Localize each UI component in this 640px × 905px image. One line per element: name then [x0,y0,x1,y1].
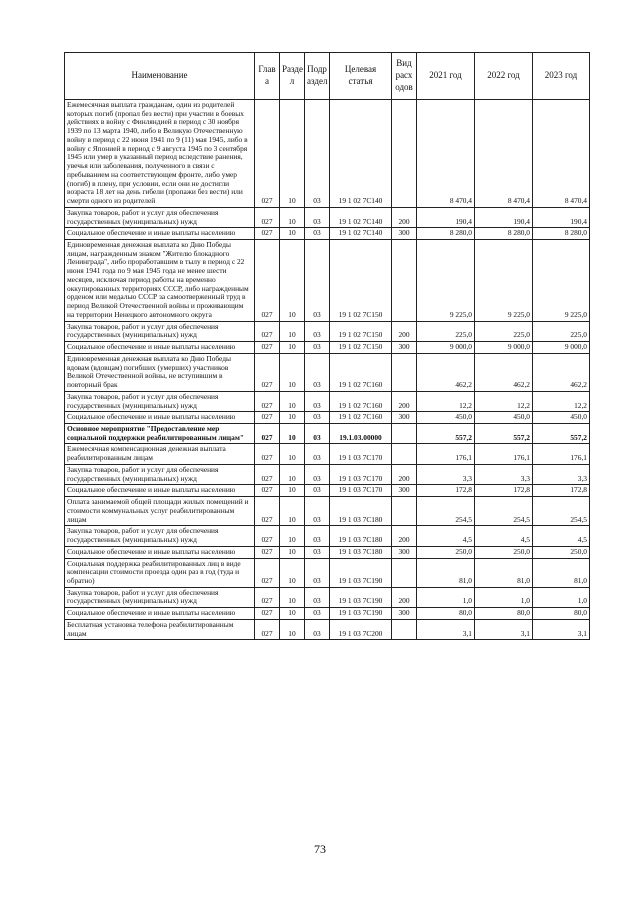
cell-razdel: 10 [280,423,305,443]
cell-2023: 8 470,4 [533,100,590,208]
cell-2021: 1,0 [417,587,475,607]
cell-2022: 9 225,0 [475,240,533,322]
cell-2023: 80,0 [533,608,590,620]
cell-razdel: 10 [280,412,305,424]
cell-2023: 81,0 [533,558,590,587]
cell-target: 19 1 02 7С160 [330,412,392,424]
cell-2023: 12,2 [533,391,590,411]
cell-target: 19 1 03 7С190 [330,587,392,607]
cell-target: 19 1 03 7С170 [330,444,392,464]
cell-name: Закупка товаров, работ и услуг для обеспечения государственных (муниципальных) нужд [65,321,255,341]
table-row [65,526,590,546]
cell-glava: 027 [255,464,280,484]
cell-2021: 3,1 [417,619,475,639]
cell-target: 19 1 02 7С140 [330,100,392,208]
cell-2023: 462,2 [533,353,590,391]
cell-2023: 225,0 [533,321,590,341]
cell-podrazdel: 03 [305,587,330,607]
cell-razdel: 10 [280,444,305,464]
table-row [65,546,590,558]
cell-vid: 300 [392,412,417,424]
table-row [65,444,590,464]
cell-name: Оплата занимаемой общей площади жилых помещений и стоимости коммунальных услуг реабилитированным лицам [65,497,255,526]
cell-podrazdel: 03 [305,391,330,411]
table-row [65,342,590,354]
cell-2023: 250,0 [533,546,590,558]
cell-podrazdel: 03 [305,464,330,484]
cell-razdel: 10 [280,546,305,558]
cell-target: 19.1.03.00000 [330,423,392,443]
cell-glava: 027 [255,321,280,341]
table-row [65,558,590,587]
cell-name: Социальное обеспечение и иные выплаты населению [65,412,255,424]
cell-name: Ежемесячная выплата гражданам, один из родителей которых погиб (пропал без вести) при участии в боевых действиях в войну с Финляндией в период с 30 ноября 1939 по 13 марта 1940, либо в Великую Отечественную войну в период с 22 июня 1941 по 9 (11) мая 1945, либо в войну с Японией в период с 9 августа 1945 по 3 сентября 1945 или умер в указанный период вследствие ранения, увечья или заболевания, полученного в связи с пребыванием на соответствующем фронте, либо умер (погиб) в плену, при условии, если они не достигли возраста 18 лет на день гибели (пропажи без вести) или смерти одного из родителей [65,100,255,208]
cell-2021: 225,0 [417,321,475,341]
cell-vid [392,619,417,639]
cell-2023: 8 280,0 [533,228,590,240]
cell-target: 19 1 02 7С150 [330,240,392,322]
cell-razdel: 10 [280,240,305,322]
cell-razdel: 10 [280,391,305,411]
cell-target: 19 1 03 7С200 [330,619,392,639]
cell-podrazdel: 03 [305,100,330,208]
cell-target: 19 1 02 7С160 [330,353,392,391]
budget-table [64,52,590,640]
cell-razdel: 10 [280,353,305,391]
cell-vid: 200 [392,464,417,484]
cell-razdel: 10 [280,342,305,354]
cell-glava: 027 [255,546,280,558]
table-row [65,240,590,322]
cell-glava: 027 [255,485,280,497]
cell-2023: 254,5 [533,497,590,526]
cell-glava: 027 [255,608,280,620]
cell-2023: 190,4 [533,207,590,227]
cell-razdel: 10 [280,587,305,607]
cell-vid [392,444,417,464]
cell-2021: 4,5 [417,526,475,546]
page-number: 73 [314,842,326,856]
cell-podrazdel: 03 [305,353,330,391]
cell-2021: 176,1 [417,444,475,464]
table-row [65,353,590,391]
cell-2022: 557,2 [475,423,533,443]
cell-2022: 8 470,4 [475,100,533,208]
cell-glava: 027 [255,240,280,322]
cell-target: 19 1 03 7С180 [330,546,392,558]
cell-podrazdel: 03 [305,412,330,424]
cell-2023: 3,1 [533,619,590,639]
cell-razdel: 10 [280,100,305,208]
cell-name: Закупка товаров, работ и услуг для обеспечения государственных (муниципальных) нужд [65,464,255,484]
table-header-row [65,53,590,100]
cell-2022: 3,3 [475,464,533,484]
table-row [65,228,590,240]
header-2023: 2023 год [533,53,590,100]
cell-target: 19 1 03 7С190 [330,608,392,620]
cell-name: Социальное обеспечение и иные выплаты населению [65,485,255,497]
cell-name: Закупка товаров, работ и услуг для обеспечения государственных (муниципальных) нужд [65,526,255,546]
table-row [65,497,590,526]
cell-name: Основное мероприятие "Предоставление мер социальной поддержки реабилитированным лицам" [65,423,255,443]
cell-podrazdel: 03 [305,444,330,464]
cell-razdel: 10 [280,321,305,341]
cell-target: 19 1 02 7С140 [330,207,392,227]
cell-2022: 12,2 [475,391,533,411]
cell-podrazdel: 03 [305,497,330,526]
table-row [65,100,590,208]
cell-2022: 176,1 [475,444,533,464]
cell-2022: 4,5 [475,526,533,546]
cell-2021: 254,5 [417,497,475,526]
cell-2022: 225,0 [475,321,533,341]
cell-podrazdel: 03 [305,240,330,322]
cell-2023: 9 000,0 [533,342,590,354]
cell-podrazdel: 03 [305,228,330,240]
cell-2022: 462,2 [475,353,533,391]
cell-2022: 81,0 [475,558,533,587]
cell-2021: 557,2 [417,423,475,443]
cell-target: 19 1 03 7С170 [330,485,392,497]
cell-razdel: 10 [280,497,305,526]
cell-podrazdel: 03 [305,558,330,587]
cell-vid: 300 [392,608,417,620]
cell-name: Бесплатная установка телефона реабилитированным лицам [65,619,255,639]
cell-glava: 027 [255,558,280,587]
cell-vid: 200 [392,207,417,227]
cell-2021: 9 000,0 [417,342,475,354]
cell-podrazdel: 03 [305,207,330,227]
cell-2023: 557,2 [533,423,590,443]
cell-2022: 8 280,0 [475,228,533,240]
table-row [65,412,590,424]
cell-name: Закупка товаров, работ и услуг для обеспечения государственных (муниципальных) нужд [65,391,255,411]
table-row [65,423,590,443]
cell-glava: 027 [255,353,280,391]
cell-2021: 3,3 [417,464,475,484]
table-row [65,391,590,411]
table-row [65,608,590,620]
cell-glava: 027 [255,228,280,240]
cell-target: 19 1 02 7С150 [330,342,392,354]
cell-target: 19 1 02 7С140 [330,228,392,240]
cell-2022: 190,4 [475,207,533,227]
cell-2022: 254,5 [475,497,533,526]
cell-glava: 027 [255,207,280,227]
cell-vid: 200 [392,587,417,607]
cell-glava: 027 [255,444,280,464]
cell-2021: 190,4 [417,207,475,227]
cell-2023: 9 225,0 [533,240,590,322]
cell-2021: 12,2 [417,391,475,411]
cell-name: Социальное обеспечение и иные выплаты населению [65,228,255,240]
cell-glava: 027 [255,497,280,526]
cell-vid: 300 [392,342,417,354]
cell-2021: 80,0 [417,608,475,620]
table-row [65,464,590,484]
cell-2023: 4,5 [533,526,590,546]
cell-2021: 172,8 [417,485,475,497]
cell-razdel: 10 [280,485,305,497]
header-2022: 2022 год [475,53,533,100]
cell-2022: 1,0 [475,587,533,607]
cell-2023: 450,0 [533,412,590,424]
cell-2023: 176,1 [533,444,590,464]
cell-glava: 027 [255,342,280,354]
cell-podrazdel: 03 [305,619,330,639]
cell-name: Социальное обеспечение и иные выплаты населению [65,608,255,620]
cell-name: Социальная поддержка реабилитированных лиц в виде компенсации стоимости проезда один раз в год (туда и обратно) [65,558,255,587]
cell-2022: 9 000,0 [475,342,533,354]
header-podrazdel: Подр аздел [305,53,330,100]
cell-2023: 172,8 [533,485,590,497]
cell-2021: 250,0 [417,546,475,558]
cell-2021: 8 470,4 [417,100,475,208]
cell-vid: 300 [392,485,417,497]
cell-2021: 462,2 [417,353,475,391]
cell-vid [392,353,417,391]
cell-target: 19 1 03 7С170 [330,464,392,484]
cell-vid: 200 [392,391,417,411]
cell-vid [392,423,417,443]
cell-2021: 450,0 [417,412,475,424]
header-name: Наименование [65,53,255,100]
cell-2022: 80,0 [475,608,533,620]
cell-target: 19 1 02 7С160 [330,391,392,411]
header-2021: 2021 год [417,53,475,100]
cell-2022: 172,8 [475,485,533,497]
cell-glava: 027 [255,412,280,424]
cell-name: Социальное обеспечение и иные выплаты населению [65,342,255,354]
cell-glava: 027 [255,100,280,208]
header-razdel: Разде л [280,53,305,100]
cell-2023: 3,3 [533,464,590,484]
cell-name: Ежемесячная компенсационная денежная выплата реабилитированным лицам [65,444,255,464]
cell-glava: 027 [255,423,280,443]
cell-razdel: 10 [280,207,305,227]
cell-2021: 8 280,0 [417,228,475,240]
table-body [65,100,590,640]
header-vid: Вид расх одов [392,53,417,100]
cell-vid [392,240,417,322]
cell-glava: 027 [255,526,280,546]
cell-podrazdel: 03 [305,526,330,546]
table-row [65,321,590,341]
header-glava: Глав а [255,53,280,100]
header-target: Целевая статья [330,53,392,100]
cell-podrazdel: 03 [305,321,330,341]
cell-target: 19 1 03 7С180 [330,497,392,526]
cell-vid: 200 [392,526,417,546]
cell-2022: 250,0 [475,546,533,558]
cell-glava: 027 [255,391,280,411]
cell-vid: 300 [392,228,417,240]
cell-target: 19 1 03 7С180 [330,526,392,546]
cell-podrazdel: 03 [305,342,330,354]
cell-glava: 027 [255,619,280,639]
cell-name: Единовременная денежная выплата ко Дню Победы вдовам (вдовцам) погибших (умерших) участников Великой Отечественной войны, не вступившим в повторный брак [65,353,255,391]
cell-target: 19 1 03 7С190 [330,558,392,587]
cell-podrazdel: 03 [305,485,330,497]
cell-name: Единовременная денежная выплата ко Дню Победы лицам, награжденным знаком "Жителю блокадного Ленинграда", либо проработавшим в тылу в период с 22 июня 1941 года по 9 мая 1945 года не менее шести месяцев, исключая период работы на временно оккупированных территориях СССР, либо награжденным орденом или медалью СССР за самоотверженный труд в период Великой Отечественной войны и проживающим на территории Ненецкого автономного округа [65,240,255,322]
cell-name: Закупка товаров, работ и услуг для обеспечения государственных (муниципальных) нужд [65,207,255,227]
cell-podrazdel: 03 [305,608,330,620]
table-row [65,587,590,607]
cell-vid: 300 [392,546,417,558]
cell-glava: 027 [255,587,280,607]
cell-podrazdel: 03 [305,423,330,443]
cell-2021: 9 225,0 [417,240,475,322]
cell-razdel: 10 [280,558,305,587]
cell-2021: 81,0 [417,558,475,587]
cell-vid [392,558,417,587]
cell-2023: 1,0 [533,587,590,607]
cell-razdel: 10 [280,608,305,620]
cell-vid [392,497,417,526]
cell-name: Закупка товаров, работ и услуг для обеспечения государственных (муниципальных) нужд [65,587,255,607]
table-row [65,207,590,227]
table-row [65,485,590,497]
cell-vid [392,100,417,208]
cell-target: 19 1 02 7С150 [330,321,392,341]
table-row [65,619,590,639]
cell-razdel: 10 [280,464,305,484]
cell-razdel: 10 [280,619,305,639]
cell-podrazdel: 03 [305,546,330,558]
cell-2022: 450,0 [475,412,533,424]
cell-razdel: 10 [280,526,305,546]
cell-name: Социальное обеспечение и иные выплаты населению [65,546,255,558]
cell-vid: 200 [392,321,417,341]
cell-2022: 3,1 [475,619,533,639]
cell-razdel: 10 [280,228,305,240]
